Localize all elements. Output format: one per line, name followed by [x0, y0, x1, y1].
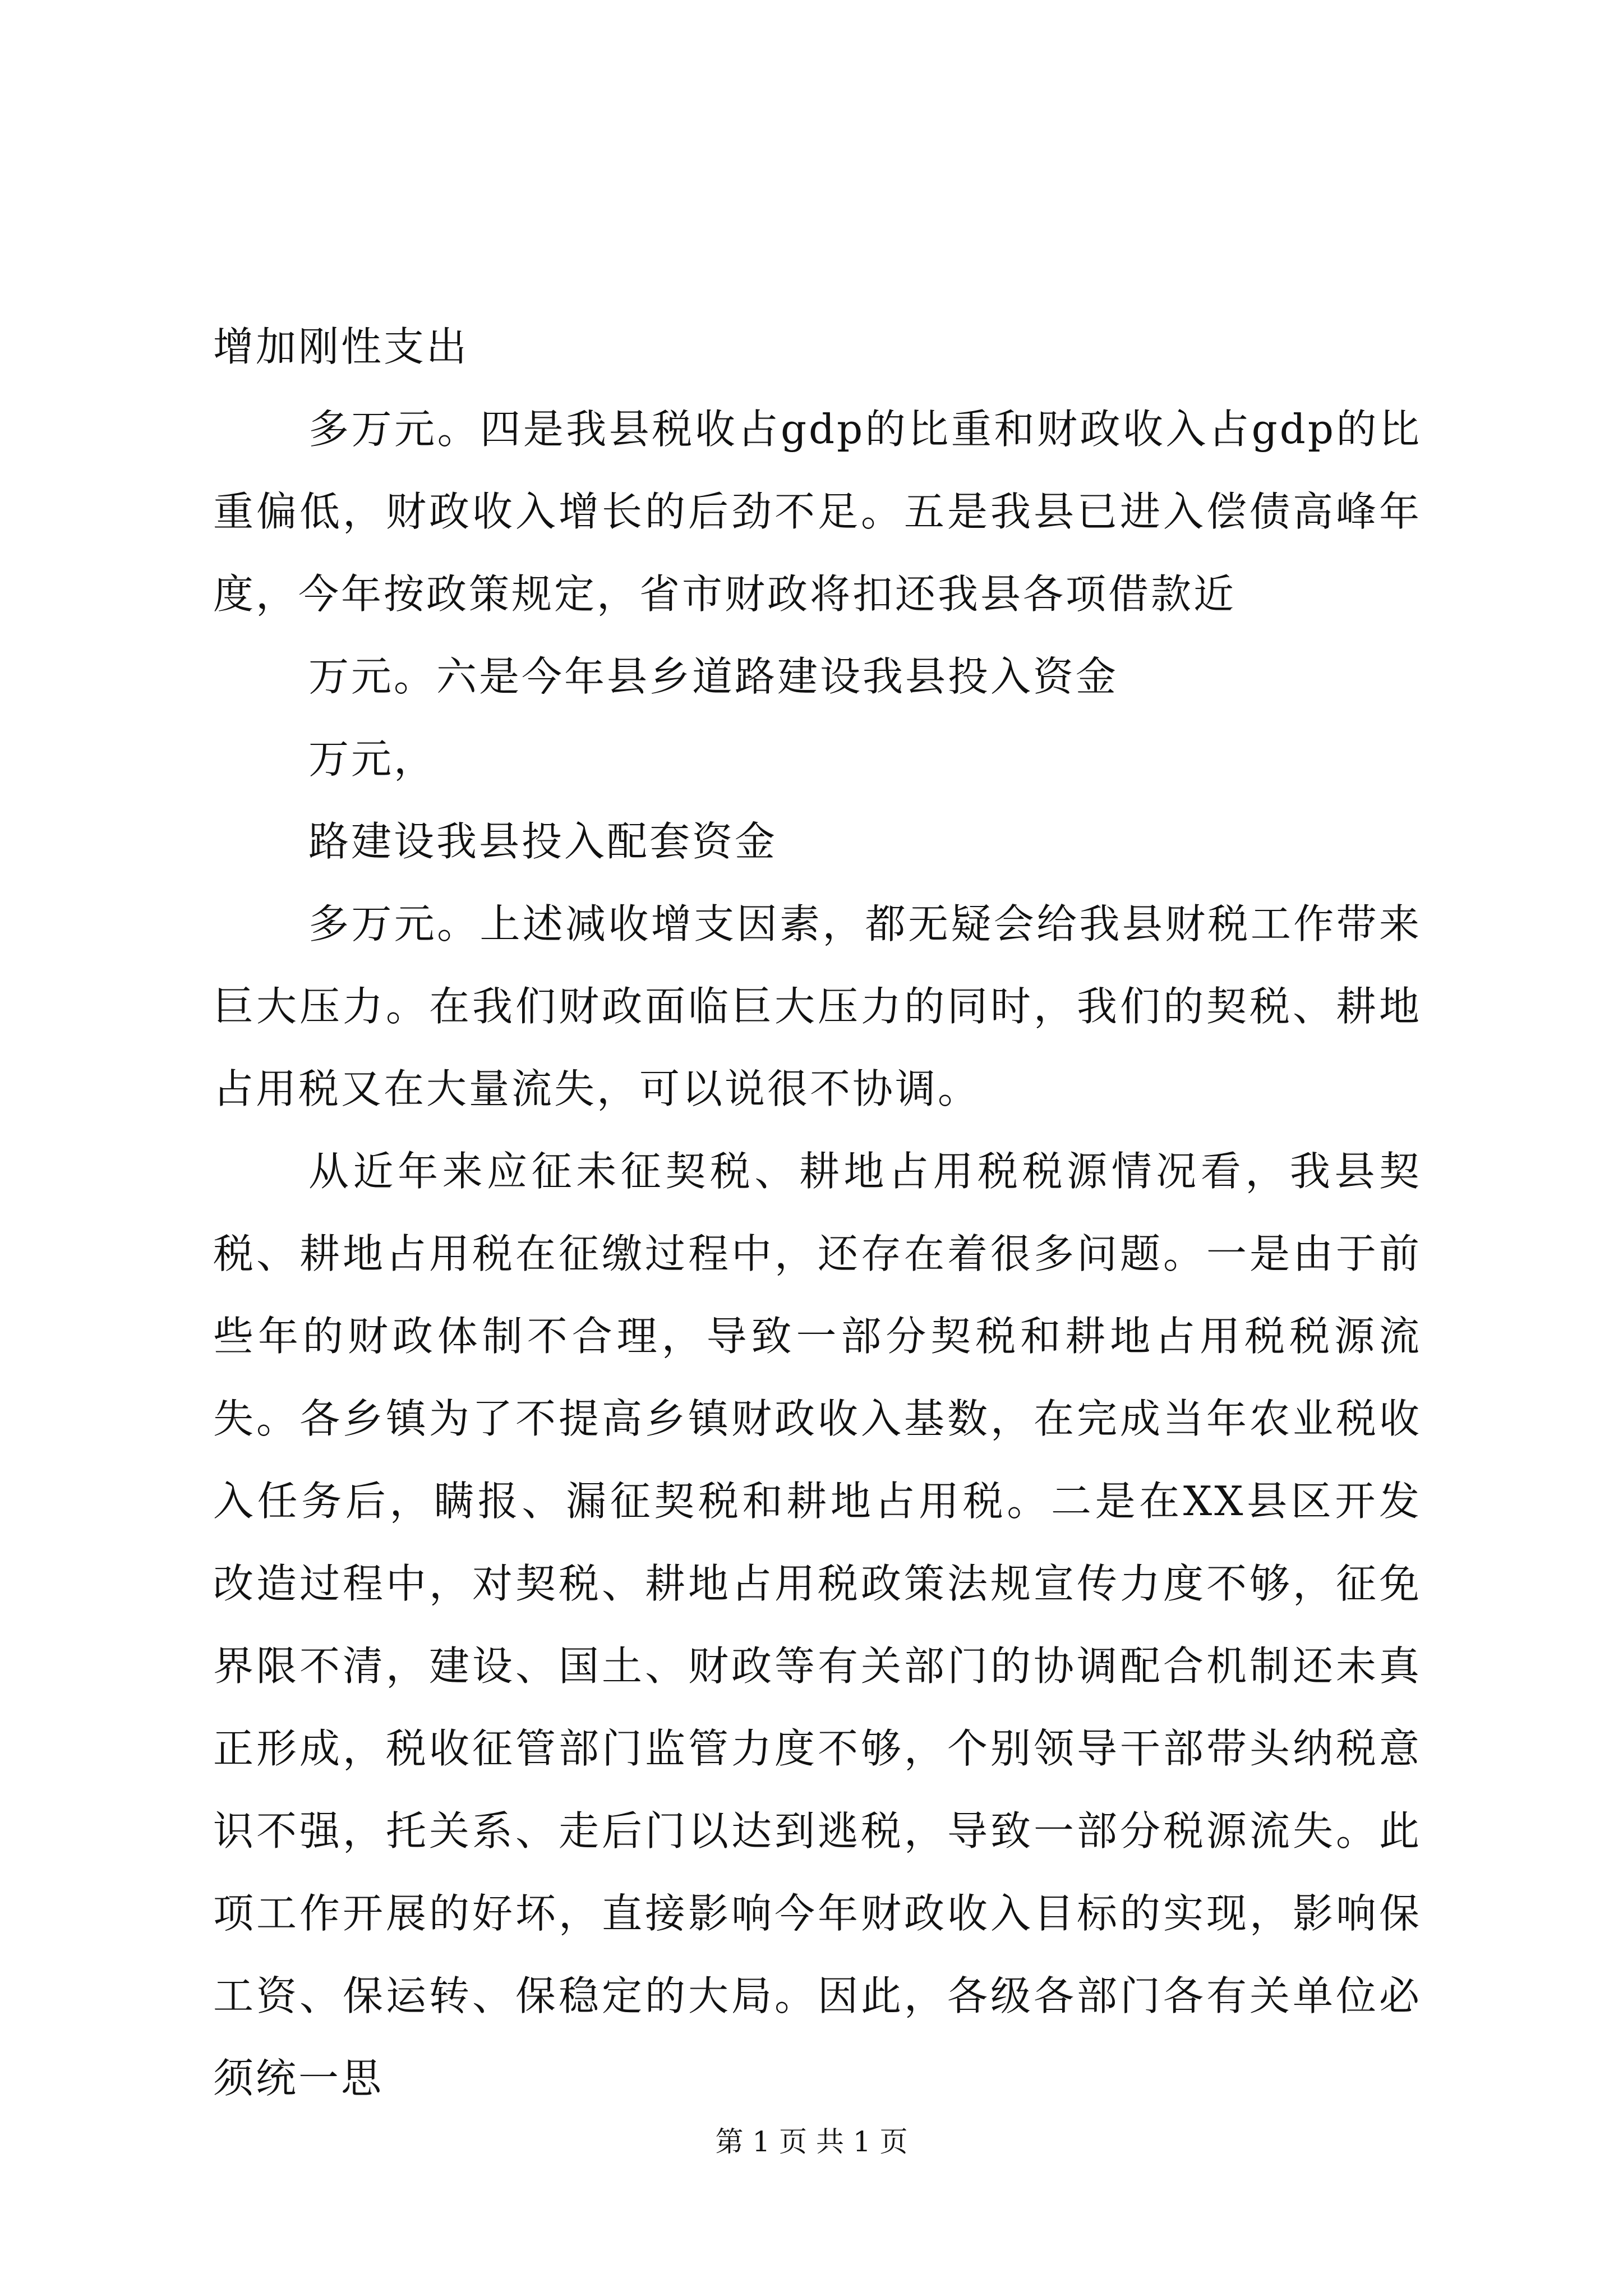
- document-body: [213, 306, 1422, 2120]
- paragraph-4: 万元，: [308, 735, 437, 783]
- paragraph-3: 万元。六是今年县乡道路建设我县投入资金: [308, 653, 1119, 700]
- paragraph-1: 增加刚性支出: [213, 323, 469, 370]
- page-footer: 第 1 页 共 1 页: [715, 2125, 908, 2158]
- paragraph-7: 从近年来应征未征契税、耕地占用税税源情况看，我县契税、耕地占用税在征缴过程中，还存在着很多问题。一是由于前些年的财政体制不合理，导致一部分契税和耕地占用税税源流失。各乡镇为了不提高乡镇财政收入基数，在完成当年农业税收入任务后，瞒报、漏征契税和耕地占用税。二是在XX县区开发改造过程中，对契税、耕地占用税政策法规宣传力度不够，征免界限不清，建设、国土、财政等有关部门的协调配合机制还未真正形成，税收征管部门监管力度不够，个别领导干部带头纳税意识不强，托关系、走后门以达到逃税，导致一部分税源流失。此项工作开展的好坏，直接影响今年财政收入目标的实现，影响保工资、保运转、保稳定的大局。因此，各级各部门各有关单位必须统一思: [213, 1148, 1422, 2102]
- paragraph-2: 多万元。四是我县税收占gdp的比重和财政收入占gdp的比重偏低，财政收入增长的后劲不足。五是我县已进入偿债高峰年度，今年按政策规定，省市财政将扣还我县各项借款近: [213, 406, 1422, 618]
- paragraph-6: 多万元。上述减收增支因素，都无疑会给我县财税工作带来巨大压力。在我们财政面临巨大压力的同时，我们的契税、耕地占用税又在大量流失，可以说很不协调。: [213, 900, 1422, 1112]
- paragraph-5: 路建设我县投入配套资金: [308, 818, 778, 865]
